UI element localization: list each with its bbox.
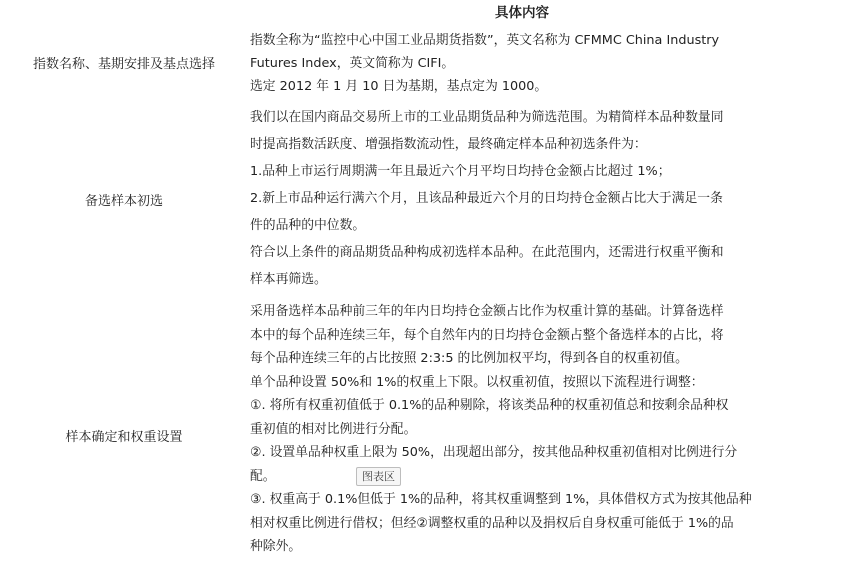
chart-area-badge[interactable]: 图表区 [356,467,401,486]
row-label-sample-weight: 样本确定和权重设置 [65,430,183,445]
paragraph-line: 选定 2012 年 1 月 10 日为基期，基点定为 1000。 [250,79,548,94]
row-label-index-name: 指数名称、基期安排及基点选择 [32,57,215,72]
paragraph-line: 2.新上市品种运行满六个月，且该品种最近六个月的日均持仓金额占比大于满足一条 [250,191,723,206]
paragraph-line: ②. 设置单品种权重上限为 50%，出现超出部分，按其他品种权重初值相对比例进行分 [250,445,738,460]
paragraph-line: 重初值的相对比例进行分配。 [250,421,417,437]
paragraph-line: 相对权重比例进行借权；但经②调整权重的品种以及捐权后自身权重可能低于 1%的品 [250,515,734,531]
row-content-sample-preselection [250,104,798,293]
paragraph-line: 1.品种上市运行周期满一年且最近六个月平均日均持仓金额占比超过 1%； [250,164,671,179]
paragraph-line: 我们以在国内商品交易所上市的工业品期货品种为筛选范围。为精简样本品种数量同 [250,110,724,125]
paragraph-line: ③. 权重高于 0.1%但低于 1%的品种，将其权重调整到 1%，具体借权方式为按其他品种 [250,492,752,507]
paragraph-line: 符合以上条件的商品期货品种构成初选样本品种。在此范围内，还需进行权重平衡和 [250,245,724,260]
paragraph-line: 采用备选样本品种前三年的年内日均持仓金额占比作为权重计算的基础。计算备选样 [250,304,724,319]
table-header: 具体内容 [495,5,549,21]
row-content-index-name [250,29,798,98]
paragraph-line: ①. 将所有权重初值低于 0.1%的品种剔除，将该类品种的权重初值总和按剩余品种权 [250,398,729,413]
paragraph-line: 单个品种设置 50%和 1%的权重上下限。以权重初值，按照以下流程进行调整： [250,374,704,390]
row-label-sample-preselection: 备选样本初选 [84,194,163,209]
row-content-sample-weight [250,300,798,559]
paragraph-line: 指数全称为“监控中心中国工业品期货指数”，英文名称为 CFMMC China Industry [250,33,720,48]
paragraph-line: 本中的每个品种连续三年，每个自然年内的日均持仓金额占整个备选样本的占比，将 [250,327,724,343]
paragraph-line: 时提高指数活跃度、增强指数流动性，最终确定样本品种初选条件为： [250,137,647,152]
paragraph-line: 样本再筛选。 [250,272,327,287]
paragraph-line: 件的品种的中位数。 [250,218,366,233]
paragraph-line: Futures Index，英文简称为 CIFI。 [250,56,455,71]
paragraph-line: 配。 [250,468,276,484]
paragraph-line: 种除外。 [250,539,302,554]
paragraph-line: 每个品种连续三年的占比按照 2:3:5 的比例加权平均，得到各自的权重初值。 [250,351,688,366]
